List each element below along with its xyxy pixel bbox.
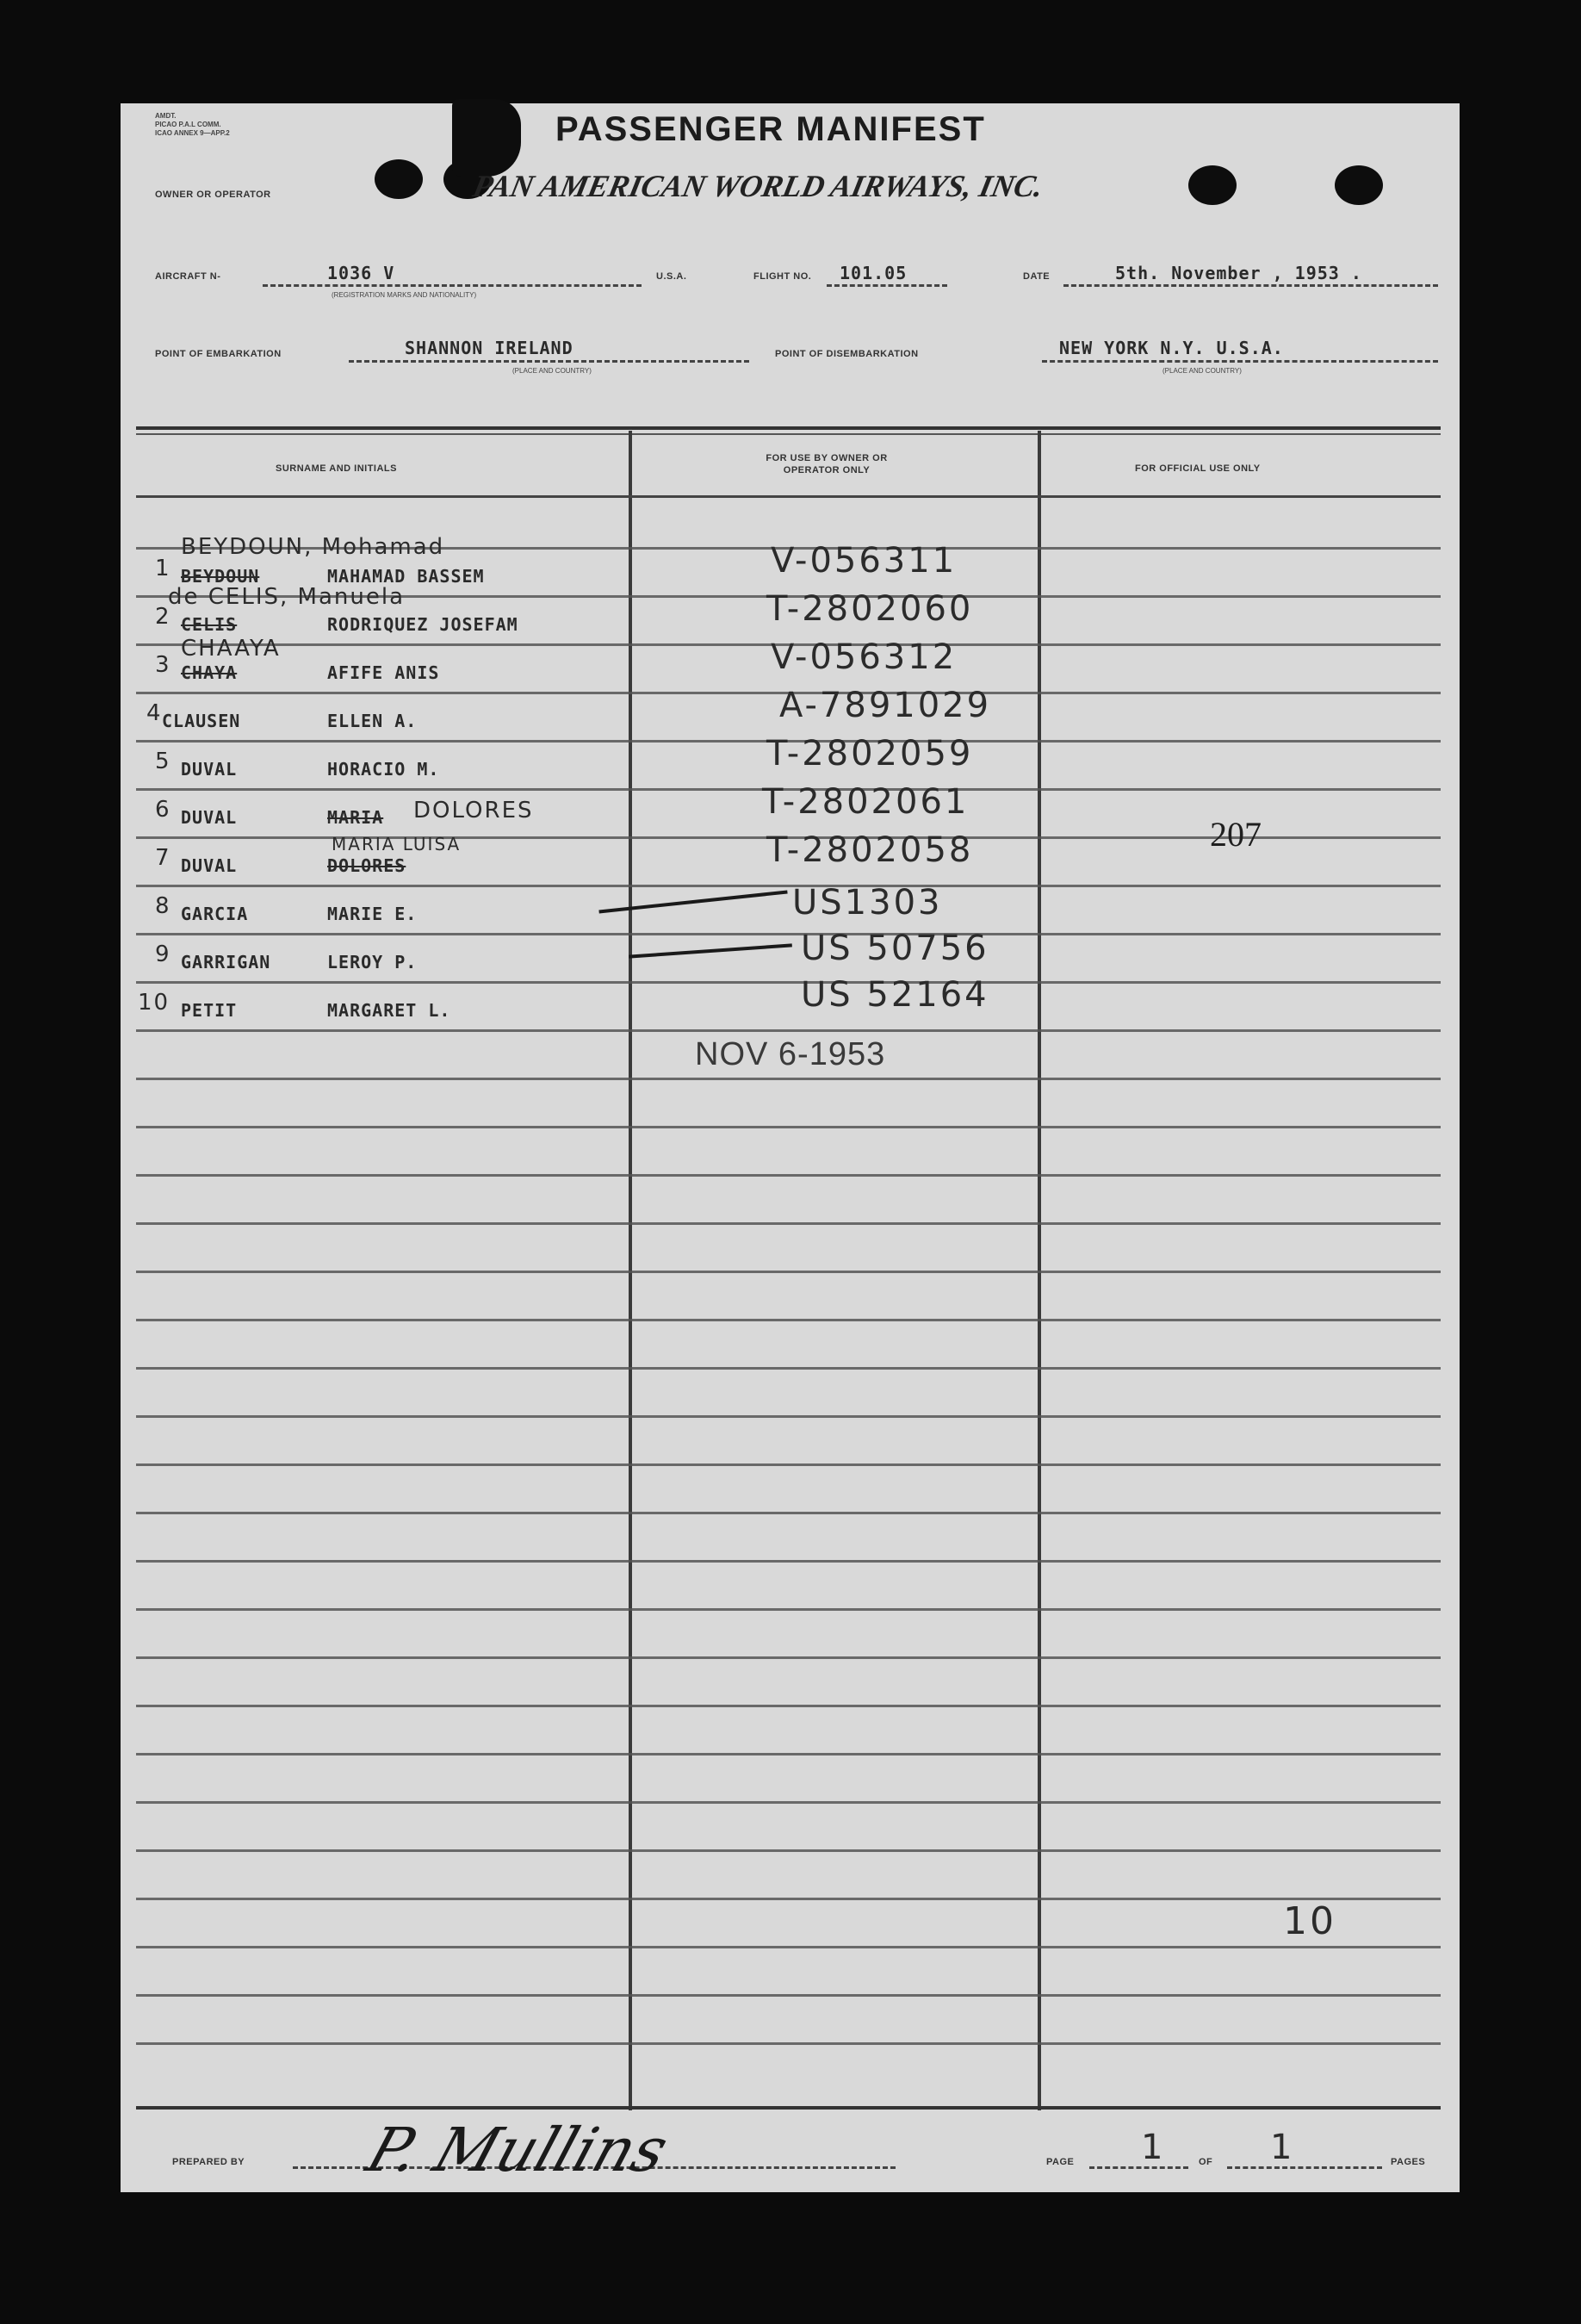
corner-note: AMDT. PICAO P.A.L COMM. ICAO ANNEX 9—APP.2	[155, 112, 230, 137]
typed-surname: PETIT	[181, 1000, 238, 1021]
typed-surname: GARRIGAN	[181, 952, 271, 972]
table-bottom-border	[136, 2106, 1441, 2110]
owner-label: OWNER OR OPERATOR	[155, 190, 271, 200]
typed-given-names: MARIE E.	[327, 904, 418, 924]
typed-given-names: ELLEN A.	[327, 711, 418, 731]
page-number: 1	[1141, 2128, 1166, 2167]
typed-surname: CELIS	[181, 614, 238, 635]
aircraft-label: AIRCRAFT N-	[155, 271, 221, 282]
row-line	[136, 1656, 1441, 1659]
date-value: 5th. November , 1953 .	[1115, 263, 1362, 283]
doc-strike-mark	[629, 943, 792, 958]
official-number: 207	[1210, 815, 1262, 854]
handwritten-name: CHAAYA	[181, 636, 281, 662]
row-number: 4	[146, 700, 163, 726]
signature: P. Mullins	[358, 2115, 677, 2185]
row-number: 1	[155, 556, 171, 581]
aircraft-field-line	[263, 284, 642, 287]
row-line	[136, 1029, 1441, 1032]
aircraft-value: 1036 V	[327, 263, 395, 283]
row-line	[136, 1367, 1441, 1370]
handwritten-name: BEYDOUN, Mohamad	[181, 534, 445, 560]
row-number: 6	[155, 797, 171, 823]
row-line	[136, 933, 1441, 935]
usa-label: U.S.A.	[656, 271, 687, 282]
typed-surname: DUVAL	[181, 855, 238, 876]
row-line	[136, 885, 1441, 887]
row-number: 9	[155, 941, 171, 967]
document-number: US 52164	[801, 975, 989, 1015]
header-separator	[136, 495, 1441, 498]
punch-hole-right-2	[1335, 165, 1383, 205]
embarkation-sublabel: (PLACE AND COUNTRY)	[512, 367, 592, 375]
embarkation-field-line	[349, 360, 749, 363]
ink-blot	[452, 99, 521, 177]
row-line	[136, 981, 1441, 984]
document-number: T-2802060	[766, 589, 974, 629]
table-top-border-2	[136, 433, 1441, 435]
row-number: 5	[155, 749, 171, 774]
document-number: T-2802061	[762, 782, 970, 822]
manifest-sheet	[121, 103, 1460, 2192]
row-line	[136, 2042, 1441, 2045]
row-line	[136, 1946, 1441, 1948]
row-line	[136, 1078, 1441, 1080]
document-number: A-7891029	[779, 686, 992, 725]
typed-given-names: AFIFE ANIS	[327, 662, 440, 683]
flight-label: FLIGHT NO.	[753, 271, 812, 282]
document-number: T-2802058	[766, 830, 974, 870]
row-line	[136, 1463, 1441, 1466]
handwritten-name: DOLORES	[413, 798, 534, 823]
handwritten-name: MARIA LUISA	[332, 834, 462, 854]
typed-given-names: DOLORES	[327, 855, 406, 876]
embarkation-label: POINT OF EMBARKATION	[155, 349, 282, 359]
punch-hole-left-1	[375, 159, 423, 199]
owner-value: PAN AMERICAN WORLD AIRWAYS, INC.	[469, 169, 1047, 203]
typed-surname: CLAUSEN	[162, 711, 241, 731]
row-line	[136, 1898, 1441, 1900]
typed-surname: GARCIA	[181, 904, 249, 924]
embarkation-value: SHANNON IRELAND	[405, 338, 574, 358]
disembarkation-label: POINT OF DISEMBARKATION	[775, 349, 919, 359]
row-line	[136, 1512, 1441, 1514]
typed-given-names: LEROY P.	[327, 952, 418, 972]
row-number: 10	[138, 990, 170, 1016]
handwritten-name: de CELIS, Manuela	[168, 584, 406, 610]
flight-value: 101.05	[840, 263, 908, 283]
page-label: PAGE	[1046, 2157, 1075, 2167]
page-total-line	[1227, 2166, 1382, 2169]
table-top-border	[136, 426, 1441, 430]
typed-surname: DUVAL	[181, 759, 238, 780]
row-number: 2	[155, 604, 171, 630]
typed-given-names: HORACIO M.	[327, 759, 440, 780]
flight-field-line	[827, 284, 947, 287]
document-number: T-2802059	[766, 734, 974, 774]
row-number: 7	[155, 845, 171, 871]
typed-surname: BEYDOUN	[181, 566, 260, 587]
row-line	[136, 1126, 1441, 1128]
date-label: DATE	[1023, 271, 1051, 282]
disembarkation-value: NEW YORK N.Y. U.S.A.	[1059, 338, 1284, 358]
row-line	[136, 1994, 1441, 1997]
column-header-official-use: FOR OFFICIAL USE ONLY	[1135, 463, 1261, 474]
column-header-surname: SURNAME AND INITIALS	[276, 463, 397, 474]
row-line	[136, 1319, 1441, 1321]
typed-given-names: MARIA	[327, 807, 384, 828]
punch-hole-right-1	[1188, 165, 1237, 205]
document-number: V-056311	[771, 541, 958, 581]
row-line	[136, 1608, 1441, 1611]
row-line	[136, 1801, 1441, 1804]
document-number: US1303	[792, 883, 943, 923]
typed-surname: CHAYA	[181, 662, 238, 683]
disembarkation-sublabel: (PLACE AND COUNTRY)	[1162, 367, 1242, 375]
column-header-owner-use: FOR USE BY OWNER OR OPERATOR ONLY	[766, 453, 888, 475]
typed-given-names: RODRIQUEZ JOSEFAM	[327, 614, 518, 635]
total-count: 10	[1283, 1899, 1336, 1943]
row-number: 3	[155, 652, 171, 678]
typed-given-names: MAHAMAD BASSEM	[327, 566, 485, 587]
aircraft-sublabel: (REGISTRATION MARKS AND NATIONALITY)	[332, 291, 477, 299]
date-field-line	[1063, 284, 1438, 287]
row-number: 8	[155, 893, 171, 919]
typed-surname: DUVAL	[181, 807, 238, 828]
row-line	[136, 1705, 1441, 1707]
row-line	[136, 1415, 1441, 1418]
of-label: OF	[1199, 2157, 1213, 2167]
page-title: PASSENGER MANIFEST	[555, 110, 986, 148]
row-line	[136, 1222, 1441, 1225]
document-number: V-056312	[771, 637, 958, 677]
prepared-by-label: PREPARED BY	[172, 2157, 245, 2167]
row-line	[136, 1271, 1441, 1273]
disembarkation-field-line	[1042, 360, 1438, 363]
page-total: 1	[1270, 2128, 1295, 2167]
typed-given-names: MARGARET L.	[327, 1000, 451, 1021]
page-number-line	[1089, 2166, 1188, 2169]
date-stamp: NOV 6-1953	[695, 1036, 886, 1072]
row-line	[136, 1753, 1441, 1755]
doc-strike-mark	[598, 891, 787, 914]
pages-label: PAGES	[1391, 2157, 1426, 2167]
document-number: US 50756	[801, 929, 989, 968]
row-line	[136, 1849, 1441, 1852]
row-line	[136, 1560, 1441, 1563]
row-line	[136, 1174, 1441, 1177]
